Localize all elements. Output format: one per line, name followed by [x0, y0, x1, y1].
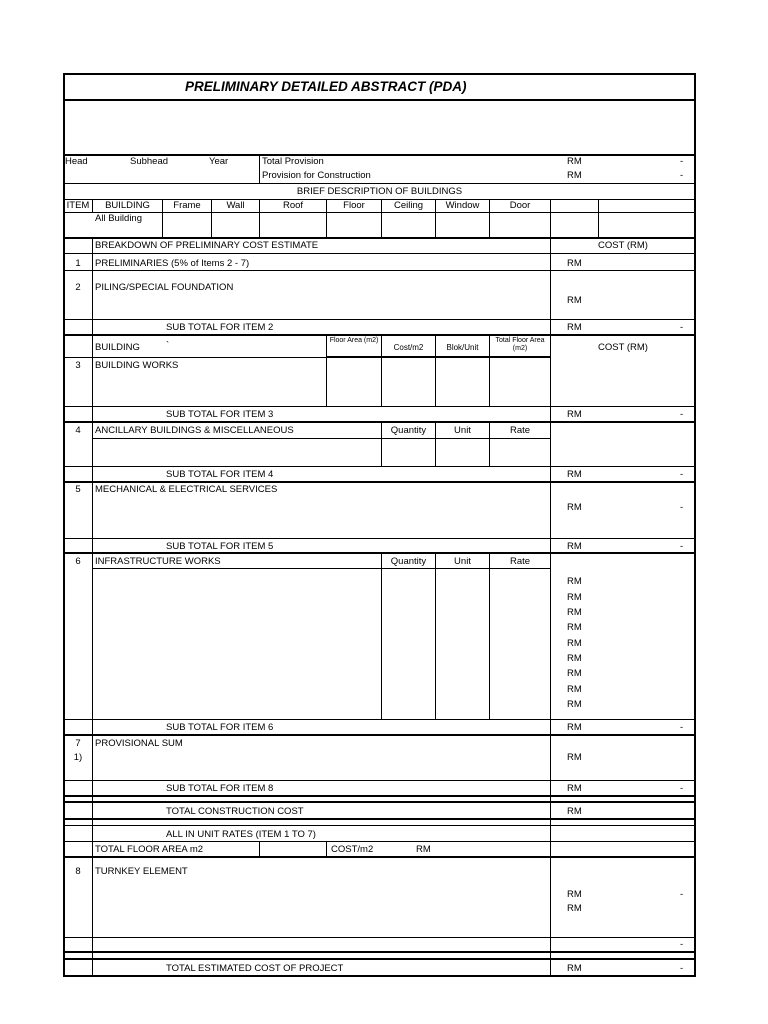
- item-1-currency: RM: [567, 258, 582, 269]
- subtotal-item-4-value: -: [680, 469, 684, 480]
- cost-per-m2-label: COST/m2: [331, 844, 374, 855]
- subtotal-item-5-currency: RM: [567, 541, 582, 552]
- item-5-number: 5: [75, 484, 81, 495]
- item-4-quantity-header: Quantity: [390, 425, 427, 436]
- item-4-rate-header: Rate: [509, 425, 531, 436]
- subtotal-item-2: SUB TOTAL FOR ITEM 2: [166, 322, 274, 333]
- subtotal-item-3-value: -: [680, 409, 684, 420]
- item-8-label: TURNKEY ELEMENT: [95, 866, 188, 877]
- total-provision-value: -: [680, 156, 684, 167]
- item-8-number: 8: [75, 866, 81, 877]
- all-in-unit-rates: ALL IN UNIT RATES (ITEM 1 TO 7): [166, 829, 316, 840]
- total-floor-area-header: Total Floor Area (m2): [495, 337, 545, 352]
- subtotal-item-5-value: -: [680, 541, 684, 552]
- cost-rm-header: COST (RM): [598, 240, 648, 251]
- item-7-label: PROVISIONAL SUM: [95, 738, 183, 749]
- brief-description-title: BRIEF DESCRIPTION OF BUILDINGS: [296, 186, 463, 197]
- total-estimated-currency: RM: [567, 963, 582, 974]
- item-6-rate-header: Rate: [509, 556, 531, 567]
- item-6-line-8-currency: RM: [567, 684, 582, 695]
- item-3-label: BUILDING WORKS: [95, 360, 179, 371]
- building-header: BUILDING: [95, 342, 140, 353]
- item-8-line-1-currency: RM: [567, 889, 582, 900]
- item-4-label: ANCILLARY BUILDINGS & MISCELLANEOUS: [95, 425, 294, 436]
- subtotal-item-3: SUB TOTAL FOR ITEM 3: [166, 409, 274, 420]
- head-label: Head: [65, 156, 88, 167]
- breakdown-title: BREAKDOWN OF PRELIMINARY COST ESTIMATE: [95, 240, 319, 251]
- item-6-line-3-currency: RM: [567, 607, 582, 618]
- total-construction-cost: TOTAL CONSTRUCTION COST: [166, 806, 304, 817]
- item-3-number: 3: [75, 360, 81, 371]
- item-7-currency: RM: [567, 752, 582, 763]
- item-6-line-2-currency: RM: [567, 592, 582, 603]
- column-roof: Roof: [282, 200, 304, 211]
- blok-unit-header: Blok/Unit: [446, 343, 479, 352]
- item-7-subnumber: 1): [73, 752, 83, 763]
- column-door: Door: [509, 200, 531, 211]
- subhead-label: Subhead: [130, 156, 169, 167]
- item-1-number: 1: [75, 258, 81, 269]
- floor-area-header: Floor Area (m2): [329, 337, 379, 344]
- subtotal-item-8-value: -: [680, 783, 684, 794]
- item-6-line-4-currency: RM: [567, 622, 582, 633]
- subtotal-item-4: SUB TOTAL FOR ITEM 4: [166, 469, 274, 480]
- column-frame: Frame: [173, 200, 201, 211]
- item-6-line-9-currency: RM: [567, 699, 582, 710]
- border-bottom: [63, 975, 696, 977]
- item-4-number: 4: [75, 425, 81, 436]
- total-estimated-cost: TOTAL ESTIMATED COST OF PROJECT: [166, 963, 344, 974]
- item-8-subtotal-value: -: [680, 939, 684, 950]
- item-5-currency: RM: [567, 502, 582, 513]
- item-7-number: 7: [75, 738, 81, 749]
- item-4-unit-header: Unit: [454, 425, 471, 436]
- item-6-quantity-header: Quantity: [390, 556, 427, 567]
- subtotal-item-4-currency: RM: [567, 469, 582, 480]
- item-6-label: INFRASTRUCTURE WORKS: [95, 556, 221, 567]
- total-estimated-value: -: [680, 963, 684, 974]
- border-top: [63, 73, 696, 75]
- item-6-line-7-currency: RM: [567, 668, 582, 679]
- cost-m2-header: Cost/m2: [393, 343, 424, 352]
- all-building-cell: All Building: [95, 213, 142, 224]
- subtotal-item-2-value: -: [680, 322, 684, 333]
- cost-per-m2-currency: RM: [416, 844, 431, 855]
- total-provision-currency: RM: [567, 156, 582, 167]
- item-6-unit-header: Unit: [454, 556, 471, 567]
- column-wall: Wall: [226, 200, 245, 211]
- subtotal-item-6-currency: RM: [567, 722, 582, 733]
- column-floor: Floor: [343, 200, 365, 211]
- total-construction-currency: RM: [567, 806, 582, 817]
- subtotal-item-6: SUB TOTAL FOR ITEM 6: [166, 722, 274, 733]
- item-1-label: PRELIMINARIES (5% of Items 2 - 7): [95, 258, 250, 269]
- column-building: BUILDING: [105, 200, 150, 211]
- item-2-number: 2: [75, 282, 81, 293]
- provision-construction-label: Provision for Construction: [262, 170, 371, 181]
- item-6-line-5-currency: RM: [567, 638, 582, 649]
- total-floor-area-label: TOTAL FLOOR AREA m2: [95, 844, 204, 855]
- item-5-value: -: [680, 502, 684, 513]
- year-label: Year: [209, 156, 229, 167]
- subtotal-item-3-currency: RM: [567, 409, 582, 420]
- building-header-tick: `: [166, 340, 170, 351]
- item-8-line-2-currency: RM: [567, 903, 582, 914]
- item-6-line-1-currency: RM: [567, 576, 582, 587]
- provision-construction-value: -: [680, 170, 684, 181]
- item-5-label: MECHANICAL & ELECTRICAL SERVICES: [95, 484, 278, 495]
- building-cost-rm-header: COST (RM): [598, 342, 648, 353]
- item-8-line-1-value: -: [680, 889, 684, 900]
- item-6-line-6-currency: RM: [567, 653, 582, 664]
- subtotal-item-8-currency: RM: [567, 783, 582, 794]
- item-6-number: 6: [75, 556, 81, 567]
- provision-construction-currency: RM: [567, 170, 582, 181]
- subtotal-item-5: SUB TOTAL FOR ITEM 5: [166, 541, 274, 552]
- column-ceiling: Ceiling: [393, 200, 424, 211]
- column-item: ITEM: [66, 200, 90, 211]
- page-title: PRELIMINARY DETAILED ABSTRACT (PDA): [185, 79, 467, 94]
- item-2-label: PILING/SPECIAL FOUNDATION: [95, 282, 234, 293]
- item-2-currency: RM: [567, 295, 582, 306]
- subtotal-item-8: SUB TOTAL FOR ITEM 8: [166, 783, 274, 794]
- subtotal-item-2-currency: RM: [567, 322, 582, 333]
- subtotal-item-6-value: -: [680, 722, 684, 733]
- column-window: Window: [445, 200, 480, 211]
- total-provision-label: Total Provision: [262, 156, 324, 167]
